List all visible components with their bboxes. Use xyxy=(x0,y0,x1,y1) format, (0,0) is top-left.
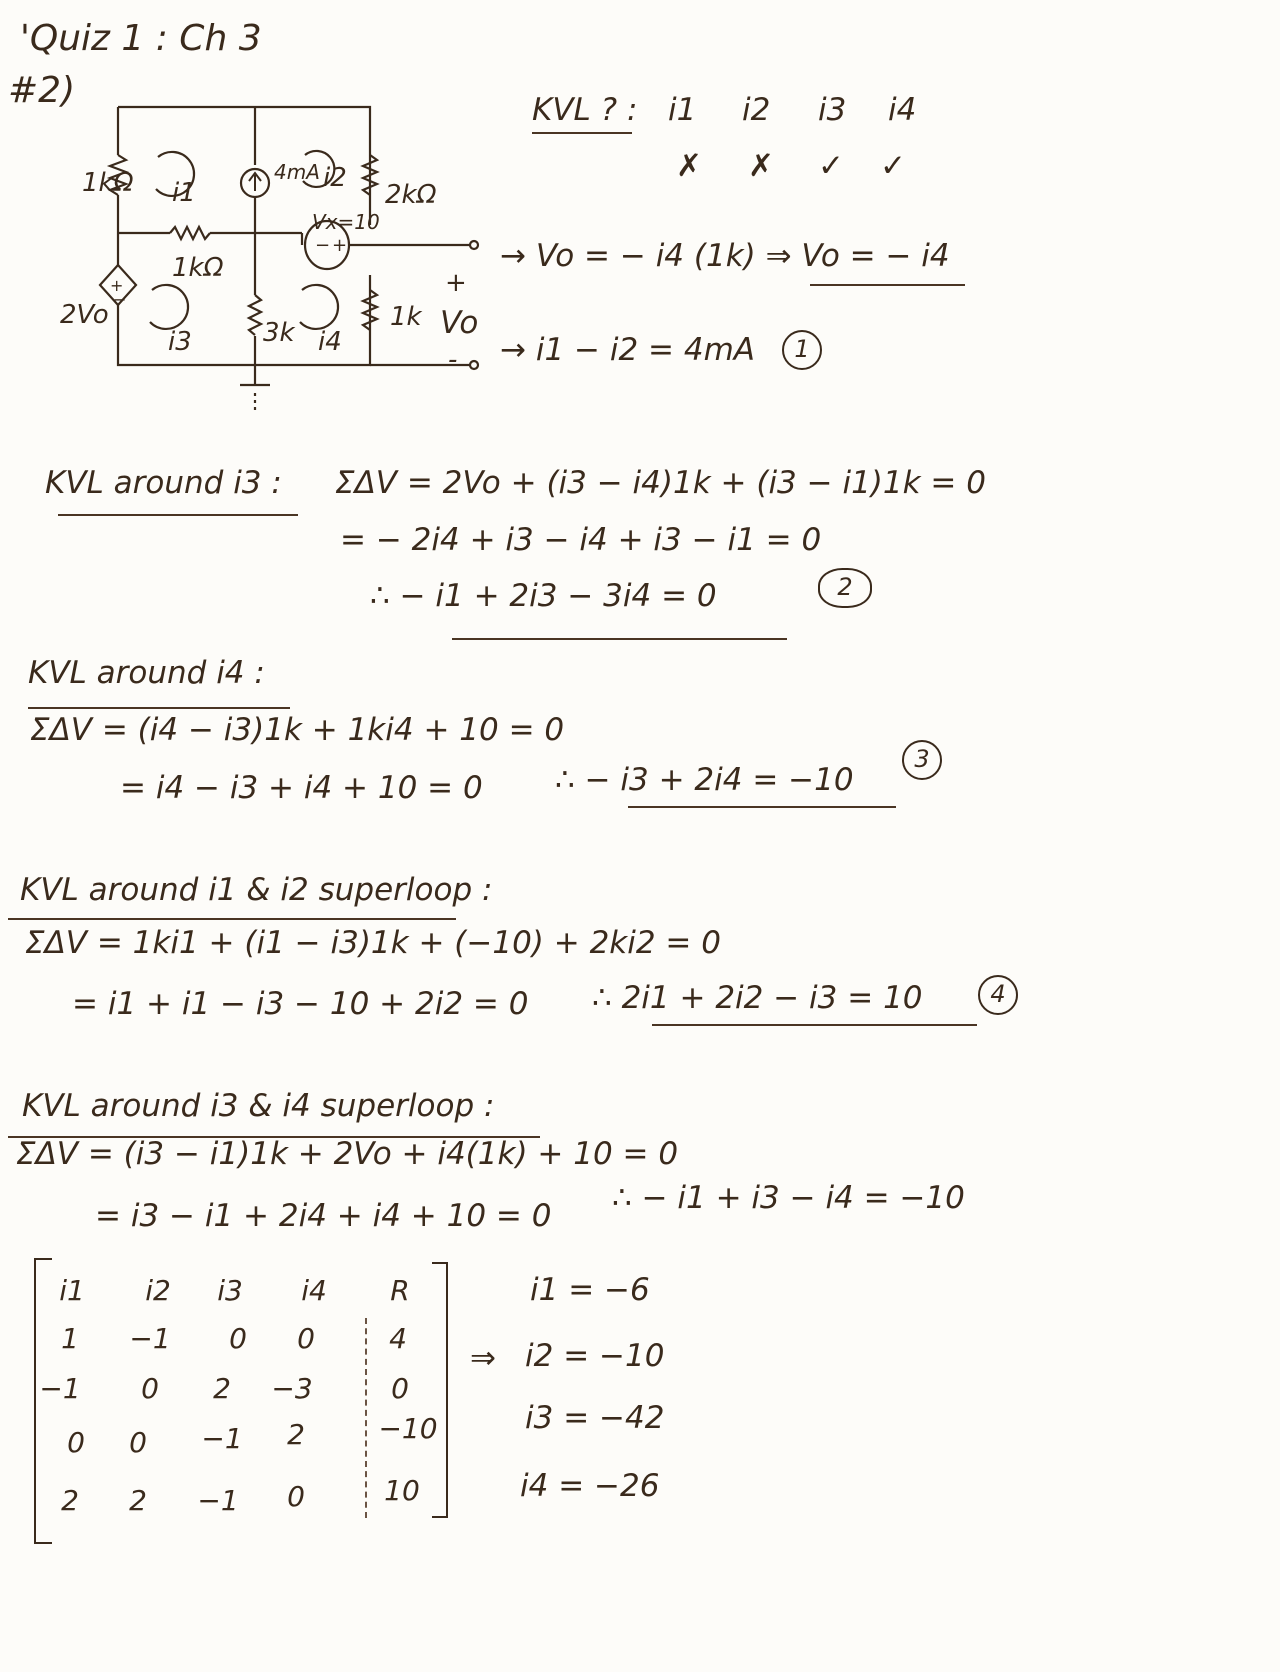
matrix-cell: 2 xyxy=(61,1484,79,1517)
eq-number-1: 1 xyxy=(782,330,822,370)
matrix-header: i2 xyxy=(145,1274,171,1307)
vo-label: Vo xyxy=(440,305,479,341)
kvl-col-i2: i2 xyxy=(742,92,771,128)
solution-i1: i1 = −6 xyxy=(530,1272,650,1308)
section-super12-line1: ΣΔV = 1ki1 + (i1 − i3)1k + (−10) + 2ki2 = 0 xyxy=(25,925,721,961)
vo-plus: + xyxy=(445,268,467,298)
matrix-cell: 2 xyxy=(213,1372,231,1405)
matrix-cell: 0 xyxy=(141,1372,159,1405)
eq-number-4: 4 xyxy=(978,975,1018,1015)
constraint-equation: → i1 − i2 = 4mA xyxy=(500,332,755,368)
section-i4-heading: KVL around i4 : xyxy=(28,655,265,691)
quiz-title: 'Quiz 1 : Ch 3 xyxy=(20,18,262,59)
src-current-label: 4mA xyxy=(274,160,320,184)
section-super34-result: ∴ − i1 + i3 − i4 = −10 xyxy=(612,1180,965,1216)
mesh-i1-label: i1 xyxy=(172,178,196,208)
r-left-top-label: 1kΩ xyxy=(82,168,134,198)
section-super34-line2: = i3 − i1 + 2i4 + i4 + 10 = 0 xyxy=(95,1198,552,1234)
section-i3-line2: = − 2i4 + i3 − i4 + i3 − i1 = 0 xyxy=(340,522,822,558)
matrix-cell: 0 xyxy=(287,1480,305,1513)
matrix-header: i3 xyxy=(217,1274,243,1307)
r-mid-h-label: 1kΩ xyxy=(172,253,224,283)
vo-minus: - xyxy=(448,345,458,375)
kvl-col-i4: i4 xyxy=(888,92,917,128)
matrix-cell: 4 xyxy=(389,1322,407,1355)
dep-src-label: 2Vo xyxy=(60,300,109,330)
section-i3-line1: ΣΔV = 2Vo + (i3 − i4)1k + (i3 − i1)1k = 0 xyxy=(335,465,986,501)
matrix-cell: 10 xyxy=(384,1474,420,1507)
circuit-diagram xyxy=(40,95,500,435)
mesh-i2-label: i2 xyxy=(323,163,347,193)
section-i3-heading: KVL around i3 : xyxy=(45,465,282,501)
solution-i2: i2 = −10 xyxy=(525,1338,665,1374)
solution-i3: i3 = −42 xyxy=(525,1400,665,1436)
kvl-col-i1: i1 xyxy=(668,92,697,128)
vsrc-plus: + xyxy=(332,235,348,256)
kvl-table-title: KVL ? : xyxy=(532,92,638,128)
vsrc-minus: − xyxy=(315,235,331,256)
matrix-header: R xyxy=(390,1274,410,1307)
r-right-bottom-label: 1k xyxy=(390,302,422,332)
matrix-cell: −1 xyxy=(201,1422,243,1455)
matrix-cell: 0 xyxy=(67,1426,85,1459)
section-super12-result: ∴ 2i1 + 2i2 − i3 = 10 xyxy=(592,980,923,1016)
matrix-cell: −1 xyxy=(39,1372,81,1405)
section-super34-line1: ΣΔV = (i3 − i1)1k + 2Vo + i4(1k) + 10 = 0 xyxy=(16,1136,679,1172)
dep-src-minus: − xyxy=(113,290,127,309)
dep-src-plus: + xyxy=(110,276,124,295)
kvl-mark-i3: ✓ xyxy=(818,148,844,184)
kvl-col-i3: i3 xyxy=(818,92,847,128)
matrix-cell: 0 xyxy=(391,1372,409,1405)
matrix-cell: −1 xyxy=(129,1322,171,1355)
mesh-i3-label: i3 xyxy=(168,327,192,357)
section-i4-result: ∴ − i3 + 2i4 = −10 xyxy=(555,762,854,798)
matrix-cell: −1 xyxy=(197,1484,239,1517)
section-super12-line2: = i1 + i1 − i3 − 10 + 2i2 = 0 xyxy=(72,986,529,1022)
vo-equation: → Vo = − i4 (1k) ⇒ Vo = − i4 xyxy=(500,238,950,274)
eq-number-2: 2 xyxy=(818,568,872,608)
r-right-top-label: 2kΩ xyxy=(385,180,437,210)
matrix-cell: −10 xyxy=(378,1412,438,1445)
section-i3-line3: ∴ − i1 + 2i3 − 3i4 = 0 xyxy=(370,578,717,614)
section-i4-line1: ΣΔV = (i4 − i3)1k + 1ki4 + 10 = 0 xyxy=(30,712,565,748)
mesh-i4-label: i4 xyxy=(318,327,342,357)
matrix-cell: 0 xyxy=(129,1426,147,1459)
solution-i4: i4 = −26 xyxy=(520,1468,660,1504)
matrix-cell: 0 xyxy=(297,1322,315,1355)
matrix-cell: 1 xyxy=(61,1322,79,1355)
kvl-mark-i1: ✗ xyxy=(676,148,702,184)
eq-number-3: 3 xyxy=(902,740,942,780)
matrix-header: i4 xyxy=(301,1274,327,1307)
matrix-header: i1 xyxy=(59,1274,85,1307)
solution-arrow: ⇒ xyxy=(470,1340,496,1376)
problem-number: #2) xyxy=(8,70,76,111)
section-i4-line2: = i4 − i3 + i4 + 10 = 0 xyxy=(120,770,483,806)
matrix-cell: −3 xyxy=(271,1372,313,1405)
section-super34-heading: KVL around i3 & i4 superloop : xyxy=(22,1088,495,1124)
r-mid-v-label: 3k xyxy=(263,318,295,348)
section-super12-heading: KVL around i1 & i2 superloop : xyxy=(20,872,493,908)
kvl-mark-i4: ✓ xyxy=(880,148,906,184)
src-voltage-label: Vx=10 xyxy=(312,210,380,234)
kvl-mark-i2: ✗ xyxy=(748,148,774,184)
matrix-cell: 0 xyxy=(229,1322,247,1355)
matrix-cell: 2 xyxy=(129,1484,147,1517)
matrix-cell: 2 xyxy=(287,1418,305,1451)
